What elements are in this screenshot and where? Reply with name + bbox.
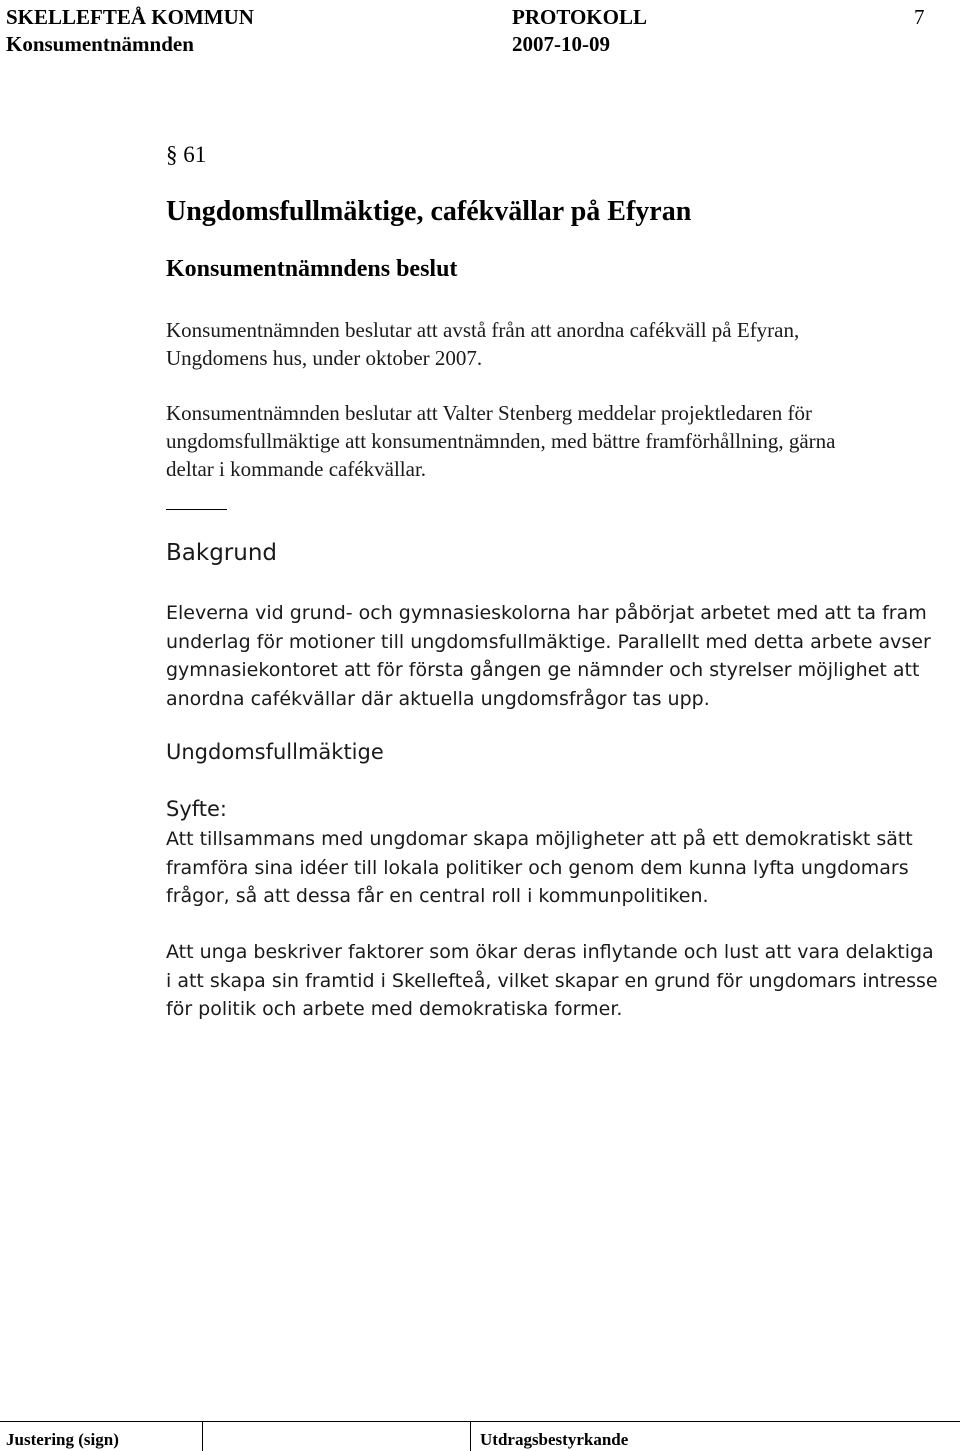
footer-rule	[0, 1421, 960, 1422]
header-page-number: 7	[914, 5, 925, 29]
text-line: frågor, så att dessa får en central roll i kommunpolitiken.	[166, 885, 709, 907]
header-date: 2007-10-09	[512, 32, 610, 56]
text-line: i att skapa sin framtid i Skellefteå, vilket skapar en grund för ungdomars intresse	[166, 969, 938, 992]
text-line: Ungdomens hus, under oktober 2007.	[166, 346, 483, 370]
header-doc-type: PROTOKOLL	[512, 5, 647, 29]
header-org: SKELLEFTEÅ KOMMUN	[6, 5, 254, 29]
closing-paragraph	[166, 938, 946, 1024]
text-line: ungdomsfullmäktige att konsumentnämnden, med bättre framförhållning, gärna	[166, 429, 836, 453]
purpose-paragraph	[166, 825, 946, 911]
text-line: Att tillsammans med ungdomar skapa möjligheter att på ett demokratiskt sätt	[166, 828, 913, 850]
text-line: gymnasiekontoret att för första gången ge nämnder och styrelser möjlighet att	[166, 659, 920, 681]
page-title: Ungdomsfullmäktige, cafékvällar på Efyran	[166, 196, 692, 227]
background-heading: Bakgrund	[166, 540, 278, 566]
youth-council-heading: Ungdomsfullmäktige	[166, 740, 384, 764]
paragraph-number: § 61	[166, 142, 207, 167]
footer-divider-left	[202, 1421, 203, 1451]
header-committee: Konsumentnämnden	[6, 32, 194, 56]
text-line: anordna cafékvällar där aktuella ungdomsfrågor tas upp.	[166, 687, 710, 710]
text-line: Konsumentnämnden beslutar att Valter Stenberg meddelar projektledaren för	[166, 401, 812, 425]
purpose-label: Syfte:	[166, 797, 228, 821]
decision-paragraph-1	[166, 316, 946, 372]
text-line: Eleverna vid grund- och gymnasieskolorna har påbörjat arbetet med att ta fram	[166, 602, 927, 624]
background-paragraph	[166, 599, 946, 713]
text-line: underlag för motioner till ungdomsfullmäktige. Parallellt med detta arbete avser	[166, 630, 931, 653]
footer-divider-right	[470, 1421, 471, 1451]
footer-signature-label: Justering (sign)	[6, 1430, 119, 1449]
decision-paragraph-2	[166, 399, 946, 483]
text-line: Att unga beskriver faktorer som ökar deras inflytande och lust att vara delaktiga	[166, 941, 934, 963]
text-line: för politik och arbete med demokratiska former.	[166, 998, 623, 1020]
footer-certification-label: Utdragsbestyrkande	[480, 1430, 629, 1449]
decision-heading: Konsumentnämndens beslut	[166, 256, 458, 282]
text-line: framföra sina idéer till lokala politiker och genom dem kunna lyfta ungdomars	[166, 856, 909, 879]
section-divider	[166, 509, 227, 510]
text-line: Konsumentnämnden beslutar att avstå från att anordna cafékväll på Efyran,	[166, 318, 800, 342]
text-line: deltar i kommande cafékvällar.	[166, 457, 427, 481]
